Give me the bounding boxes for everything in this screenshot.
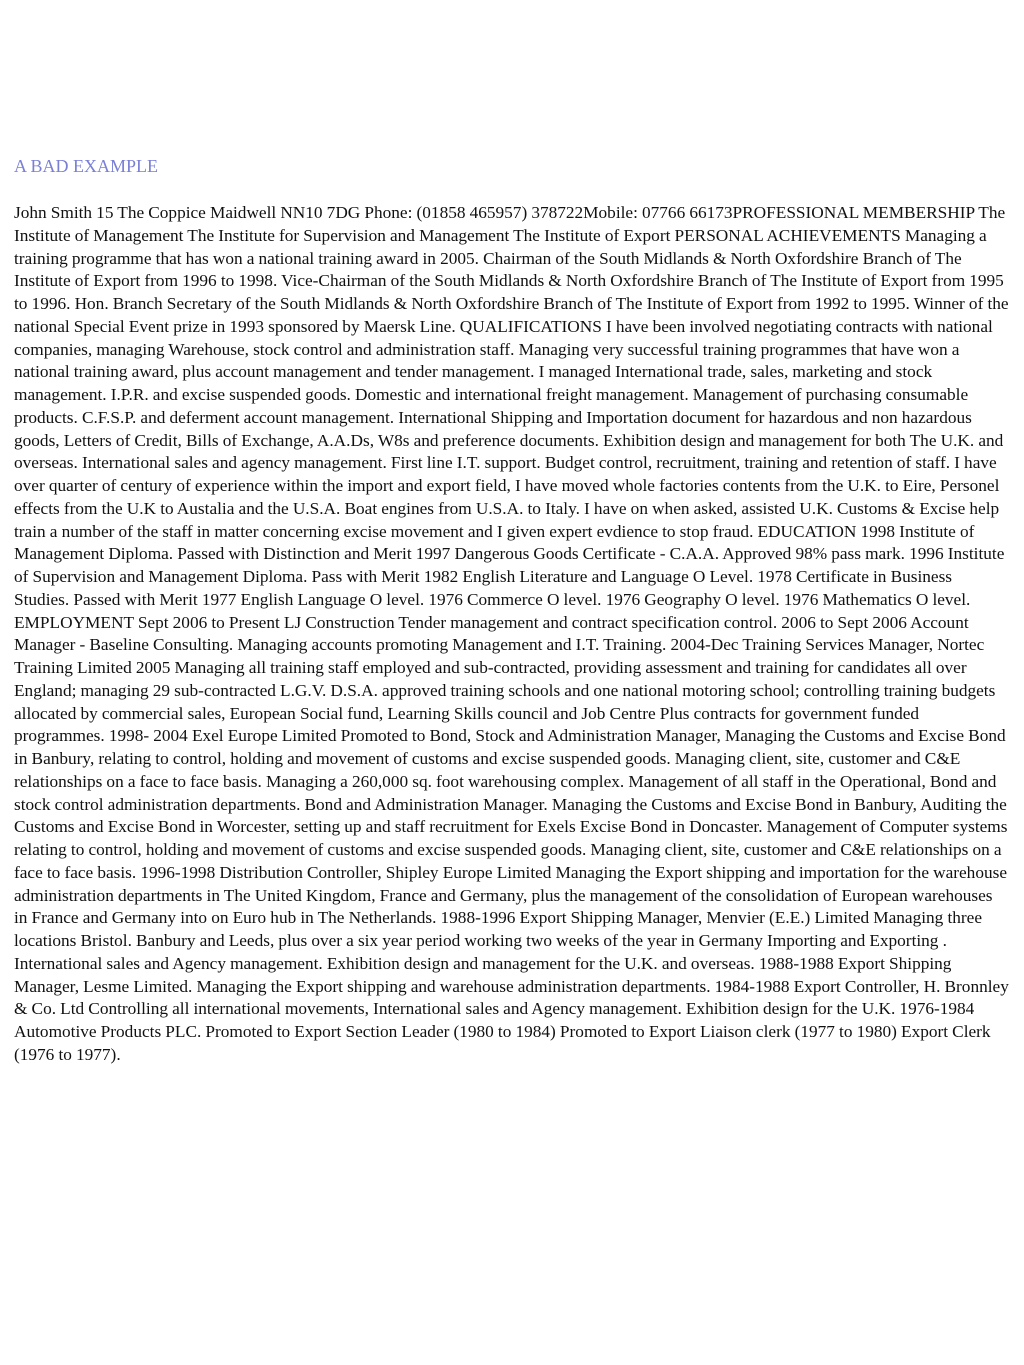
document [14,155,1010,1067]
document-title: A BAD EXAMPLE [14,156,159,176]
document-body: John Smith 15 The Coppice Maidwell NN10 7DG Phone: (01858 465957) 378722Mobile: 07766 66173PROFESSIONAL MEMBERSHIP The Institute of Management The Institute for Supervision and Management The Institute of Export PERSONAL ACHIEVEMENTS Managing a training programme that has won a national training award in 2005. Chairman of the South Midlands & North Oxfordshire Branch of The Institute of Export from 1996 to 1998. Vice-Chairman of the South Midlands & North Oxfordshire Branch of The Institute of Export from 1995 to 1996. Hon. Branch Secretary of the South Midlands & North Oxfordshire Branch of The Institute of Export from 1992 to 1995. Winner of the national Special Event prize in 1993 sponsored by Maersk Line. QUALIFICATIONS I have been involved negotiating contracts with national companies, managing Warehouse, stock control and administration staff. Managing very successful training programmes that have won a national training award, plus account management and tender management. I managed International trade, sales, marketing and stock management. I.P.R. and excise suspended goods. Domestic and international freight management. Management of purchasing consumable products. C.F.S.P. and deferment account management. International Shipping and Importation document for hazardous and non hazardous goods, Letters of Credit, Bills of Exchange, A.A.Ds, W8s and preference documents. Exhibition design and management for both The U.K. and overseas. International sales and agency management. First line I.T. support. Budget control, recruitment, training and retention of staff. I have over quarter of century of experience within the import and export field, I have moved whole factories contents from the U.K. to Eire, Personel effects from the U.K to Austalia and the U.S.A. Boat engines from U.S.A. to Italy. I have on when asked, assisted U.K. Customs & Excise help train a number of the staff in matter concerning excise movement and I given expert evdience to stop fraud. EDUCATION 1998 Institute of Management Diploma. Passed with Distinction and Merit 1997 Dangerous Goods Certificate - C.A.A. Approved 98% pass mark. 1996 Institute of Supervision and Management Diploma. Pass with Merit 1982 English Literature and Language O Level. 1978 Certificate in Business Studies. Passed with Merit 1977 English Language O level. 1976 Commerce O level. 1976 Geography O level. 1976 Mathematics O level. EMPLOYMENT Sept 2006 to Present LJ Construction Tender management and contract specification control. 2006 to Sept 2006 Account Manager - Baseline Consulting. Managing accounts promoting Management and I.T. Training. 2004-Dec Training Services Manager, Nortec Training Limited 2005 Managing all training staff employed and sub-contracted, providing assessment and training for candidates all over England; managing 29 sub-contracted L.G.V. D.S.A. approved training schools and one national motoring school; controlling training budgets allocated by commercial sales, European Social fund, Learning Skills council and Job Centre Plus contracts for government funded programmes. 1998- 2004 Exel Europe Limited Promoted to Bond, Stock and Administration Manager, Managing the Customs and Excise Bond in Banbury, relating to control, holding and movement of customs and excise suspended goods. Managing client, site, customer and C&E relationships on a face to face basis. Managing a 260,000 sq. foot warehousing complex. Management of all staff in the Operational, Bond and stock control administration departments. Bond and Administration Manager. Managing the Customs and Excise Bond in Banbury, Auditing the Customs and Excise Bond in Worcester, setting up and staff recruitment for Exels Excise Bond in Doncaster. Management of Computer systems relating to control, holding and movement of customs and excise suspended goods. Managing client, site, customer and C&E relationships on a face to face basis. 1996-1998 Distribution Controller, Shipley Europe Limited Managing the Export shipping and importation for the warehouse administration departments in The United Kingdom, France and Germany, plus the management of the consolidation of European warehouses in France and Germany into on Euro hub in The Netherlands. 1988-1996 Export Shipping Manager, Menvier (E.E.) Limited Managing three locations Bristol. Banbury and Leeds, plus over a six year period working two weeks of the year in Germany Importing and Exporting . International sales and Agency management. Exhibition design and management for the U.K. and overseas. 1988-1988 Export Shipping Manager, Lesme Limited. Managing the Export shipping and warehouse administration departments. 1984-1988 Export Controller, H. Bronnley & Co. Ltd Controlling all international movements, International sales and Agency management. Exhibition design for the U.K. 1976-1984 Automotive Products PLC. Promoted to Export Section Leader (1980 to 1984) Promoted to Export Liaison clerk (1977 to 1980) Export Clerk (1976 to 1977). [14,203,1009,1064]
